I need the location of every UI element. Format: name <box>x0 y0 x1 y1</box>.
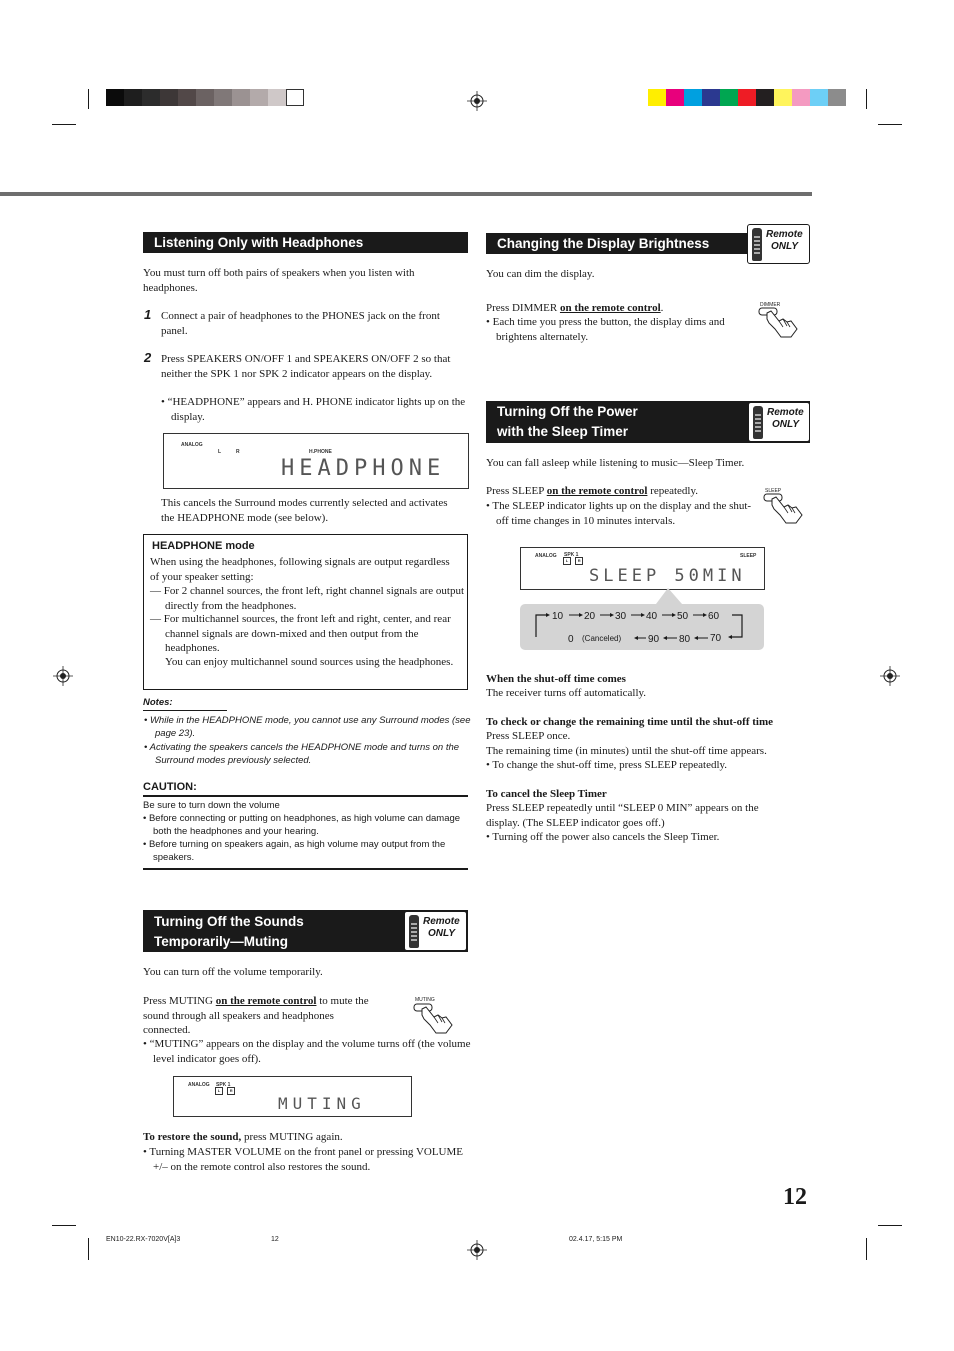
box-item: You can enjoy multichannel sound sources using the headphones. <box>165 656 454 668</box>
footer-date: 02.4.17, 5:15 PM <box>569 1236 623 1243</box>
footer-file: EN10-22.RX-7020V[A]3 <box>106 1236 181 1243</box>
l-indicator: L <box>218 449 222 455</box>
cycle-value: 50 <box>677 611 689 622</box>
caution-item: • Before turning on speakers again, as high volume may output from the speakers. <box>143 839 446 863</box>
sleep-bullet: • To change the shut-off time, press SLEEP repeatedly. <box>486 759 728 771</box>
registration-mark-icon <box>880 666 900 686</box>
registration-mark-icon <box>467 1240 487 1260</box>
box-item: — For 2 channel sources, the front left, right channel signals are output directly from the headphones. <box>150 585 465 612</box>
display-headphone <box>163 433 469 489</box>
headphones-intro: You must turn off both pairs of speakers when you listen with headphones. <box>143 267 415 294</box>
analog-indicator: ANALOG <box>535 553 557 559</box>
calibration-swatch <box>196 89 214 106</box>
sleep-indicator: SLEEP <box>740 553 757 559</box>
r-indicator: R <box>227 1087 235 1095</box>
box-title: HEADPHONE mode <box>152 540 255 552</box>
caution-title: CAUTION: <box>143 781 197 793</box>
remote-control-icon <box>752 228 762 261</box>
caution-intro: Be sure to turn down the volume <box>143 800 280 811</box>
notes-underline <box>143 710 227 711</box>
remote-only-badge: Remote ONLY <box>747 224 810 264</box>
section-title-headphones: Listening Only with Headphones <box>143 232 468 253</box>
cycle-value: 80 <box>679 634 691 645</box>
sleep-subhead: To cancel the Sleep Timer <box>486 788 607 800</box>
headphone-after-text: This cancels the Surround modes currently selected and activates the HEADPHONE mode (see below). <box>161 497 448 524</box>
r-indicator: R <box>575 557 583 565</box>
crop-mark <box>866 89 867 109</box>
remote-control-icon <box>409 915 419 948</box>
sleep-button-label: SLEEP <box>765 488 782 494</box>
hphone-indicator: H.PHONE <box>309 449 332 455</box>
step-1-text: Connect a pair of headphones to the PHONES jack on the front panel. <box>161 310 440 337</box>
sleep-press-text: Press SLEEP on the remote control repeatedly. <box>486 485 699 497</box>
caution-bottom-rule <box>143 868 468 870</box>
crop-mark <box>866 1238 867 1260</box>
calibration-swatch <box>142 89 160 106</box>
display-main-text: HEADPHONE <box>281 456 446 481</box>
cycle-value: 60 <box>708 611 720 622</box>
crop-mark <box>52 124 76 125</box>
box-item: — For multichannel sources, the front left and right, center, and rear channel signals are down-mixed and then output from the headphones. <box>150 613 451 654</box>
step-number: 2 <box>144 350 152 365</box>
calibration-swatch <box>684 89 702 106</box>
note-item: • Activating the speakers cancels the HEADPHONE mode and turns on the Surround modes previously selected. <box>144 742 460 766</box>
display-muting <box>173 1076 412 1117</box>
sleep-paragraph: Press SLEEP repeatedly until “SLEEP 0 MIN” appears on the display. (The SLEEP indicator goes off.) <box>486 802 759 829</box>
calibration-swatch <box>666 89 684 106</box>
display-main-text: MUTING <box>278 1094 366 1113</box>
muting-press-text: Press MUTING on the remote control to mute the sound through all speakers and headphones connected. <box>143 995 369 1036</box>
cycle-value: 30 <box>615 611 627 622</box>
sleep-subhead: When the shut-off time comes <box>486 673 626 685</box>
calibration-swatch <box>738 89 756 106</box>
top-rule <box>0 192 812 196</box>
headphone-mode-box <box>143 534 468 690</box>
remote-only-badge: Remote ONLY <box>404 911 467 951</box>
crop-mark <box>878 124 902 125</box>
dimmer-press-text: Press DIMMER on the remote control. <box>486 302 664 314</box>
section-title-muting: Turning Off the Sounds Temporarily—Muting <box>143 910 468 952</box>
muting-button-label: MUTING <box>415 997 435 1003</box>
restore-bullet: • Turning MASTER VOLUME on the front panel or pressing VOLUME +/– on the remote control also restores the sound. <box>143 1146 463 1173</box>
registration-mark-icon <box>467 91 487 111</box>
section-title-sleep: Turning Off the Power with the Sleep Timer <box>486 401 810 443</box>
cycle-value: 90 <box>648 634 660 645</box>
crop-mark <box>88 89 89 109</box>
calibration-swatch <box>178 89 196 106</box>
caution-item: • Before connecting or putting on headphones, as high volume can damage both the headphones and your hearing. <box>143 813 461 837</box>
footer-page: 12 <box>271 1236 279 1243</box>
cycle-canceled-label: (Canceled) <box>582 634 622 643</box>
cycle-value: 70 <box>710 633 722 644</box>
crop-mark <box>878 1225 902 1226</box>
calibration-swatch <box>160 89 178 106</box>
remote-control-icon <box>753 406 763 439</box>
press-hand-icon <box>762 493 806 525</box>
r-indicator: R <box>236 449 240 455</box>
press-hand-icon <box>412 1003 456 1035</box>
calibration-swatch <box>232 89 250 106</box>
cycle-value: 20 <box>584 611 596 622</box>
caution-rule <box>143 795 468 797</box>
step-2-bullet: • “HEADPHONE” appears and H. PHONE indicator lights up on the display. <box>161 396 466 423</box>
restore-text: To restore the sound, press MUTING again. <box>143 1131 343 1143</box>
sleep-subhead: To check or change the remaining time until the shut-off time <box>486 716 774 728</box>
step-number: 1 <box>144 307 152 322</box>
calibration-swatch <box>648 89 666 106</box>
sleep-paragraph: The receiver turns off automatically. <box>486 687 647 699</box>
cycle-value: 0 <box>568 634 574 645</box>
crop-mark <box>52 1225 76 1226</box>
calibration-swatch <box>720 89 738 106</box>
cycle-value: 10 <box>552 611 564 622</box>
calibration-swatch <box>792 89 810 106</box>
section-title-dimmer: Changing the Display Brightness <box>486 233 810 254</box>
crop-mark <box>88 1238 89 1260</box>
notes-title: Notes: <box>143 697 173 708</box>
sleep-paragraph: Press SLEEP once. <box>486 730 571 742</box>
muting-bullet: • “MUTING” appears on the display and the volume turns off (the volume level indicator goes off). <box>143 1038 471 1065</box>
calibration-swatch <box>774 89 792 106</box>
sleep-bullet: • The SLEEP indicator lights up on the display and the shut-off time changes in 10 minutes intervals. <box>486 500 752 527</box>
calibration-swatch <box>124 89 142 106</box>
analog-indicator: ANALOG <box>188 1082 210 1088</box>
box-intro: When using the headphones, following signals are output regardless of your speaker setting: <box>150 556 450 583</box>
dimmer-intro: You can dim the display. <box>486 268 595 280</box>
l-indicator: L <box>215 1087 223 1095</box>
display-main-text: SLEEP 50MIN <box>589 566 746 586</box>
cycle-value: 40 <box>646 611 658 622</box>
sleep-paragraph: The remaining time (in minutes) until the shut-off time appears. <box>486 745 767 757</box>
calibration-swatch <box>214 89 232 106</box>
display-sleep <box>520 547 765 590</box>
note-item: • While in the HEADPHONE mode, you cannot use any Surround modes (see page 23). <box>144 715 471 739</box>
calibration-swatch <box>286 89 304 106</box>
press-hand-icon <box>757 307 801 339</box>
calibration-swatch <box>810 89 828 106</box>
sleep-intro: You can fall asleep while listening to music—Sleep Timer. <box>486 457 745 469</box>
registration-mark-icon <box>53 666 73 686</box>
spk1-indicator: SPK 1 <box>564 552 579 558</box>
dimmer-button-label: DIMMER <box>760 302 781 308</box>
calibration-swatch <box>106 89 124 106</box>
calibration-swatch <box>828 89 846 106</box>
muting-intro: You can turn off the volume temporarily. <box>143 966 323 978</box>
analog-indicator: ANALOG <box>181 442 203 448</box>
remote-only-badge: Remote ONLY <box>748 402 810 442</box>
calibration-swatch <box>268 89 286 106</box>
page-number: 12 <box>783 1184 807 1210</box>
calibration-swatch <box>756 89 774 106</box>
sleep-cycle-diagram <box>520 588 765 652</box>
spk1-indicator: SPK 1 <box>216 1082 231 1088</box>
dimmer-bullet: • Each time you press the button, the display dims and brightens alternately. <box>486 316 725 343</box>
calibration-swatch <box>250 89 268 106</box>
step-2-text: Press SPEAKERS ON/OFF 1 and SPEAKERS ON/OFF 2 so that neither the SPK 1 nor SPK 2 indicator appears on the display. <box>161 353 451 380</box>
calibration-swatch <box>702 89 720 106</box>
sleep-bullet: • Turning off the power also cancels the Sleep Timer. <box>486 831 720 843</box>
l-indicator: L <box>563 557 571 565</box>
